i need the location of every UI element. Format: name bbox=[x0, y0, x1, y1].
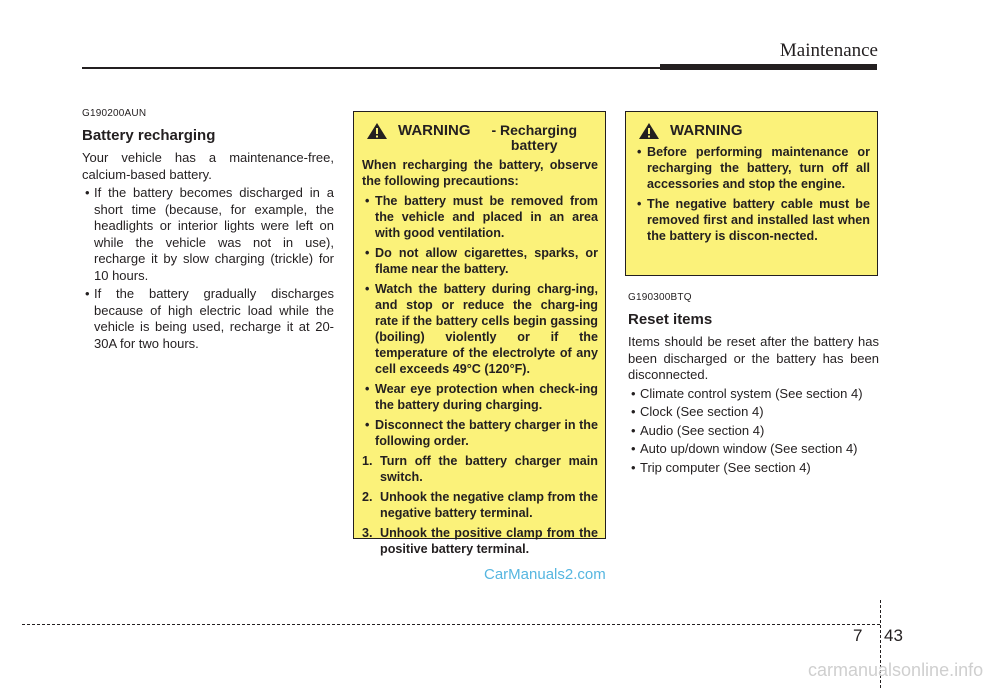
warning-intro: When recharging the battery, observe the following precautions: bbox=[362, 158, 598, 188]
step-number: 2. bbox=[362, 490, 373, 504]
warning-label: WARNING bbox=[670, 122, 743, 139]
warning-label: WARNING bbox=[398, 122, 471, 139]
step-text: Turn off the battery charger main switch. bbox=[380, 454, 598, 484]
section-code: G190300BTQ bbox=[628, 292, 692, 303]
warning-box-recharging bbox=[353, 111, 606, 556]
warning-subtitle: - Recharging battery bbox=[491, 122, 578, 153]
intro-paragraph: Your vehicle has a maintenance-free, calcium-based battery. bbox=[82, 150, 334, 182]
section-heading: Battery recharging bbox=[82, 127, 216, 144]
list-item: • Before performing maintenance or recharging the battery, turn off all accessories and stop the engine. bbox=[634, 144, 870, 192]
warning-triangle-icon bbox=[638, 122, 660, 140]
warning-bullet-list bbox=[634, 144, 870, 244]
section-code: G190200AUN bbox=[82, 108, 147, 119]
intro-paragraph: Items should be reset after the battery has been discharged or the battery has been disconnected. bbox=[628, 334, 879, 382]
battery-recharging-section bbox=[82, 108, 334, 352]
list-item: • Disconnect the battery charger in the following order. bbox=[362, 417, 598, 449]
step-number: 1. bbox=[362, 454, 373, 468]
list-item: • The battery must be removed from the vehicle and placed in an area with good ventilation. bbox=[362, 193, 598, 241]
list-item: • Clock (See section 4) bbox=[628, 404, 879, 421]
step-text: Unhook the negative clamp from the negative battery terminal. bbox=[380, 490, 598, 520]
list-item: • Climate control system (See section 4) bbox=[628, 386, 879, 403]
section-heading: Reset items bbox=[628, 311, 713, 328]
step-item bbox=[362, 489, 598, 521]
footer-rule bbox=[22, 624, 880, 625]
warning-box-maintenance bbox=[625, 111, 878, 276]
list-item: • Do not allow cigarettes, sparks, or flame near the battery. bbox=[362, 245, 598, 277]
list-item: • Watch the battery during charg-ing, and stop or reduce the charg-ing rate if the battery cells begin gassing (boiling) violently or if the temperature of the electrolyte of any cell exceeds 49°C (120°F). bbox=[362, 281, 598, 377]
step-item bbox=[362, 525, 598, 557]
warning-title bbox=[362, 122, 598, 153]
step-text: Unhook the positive clamp from the positive battery terminal. bbox=[380, 526, 598, 556]
bullet-list bbox=[628, 386, 879, 477]
list-item: • If the battery gradually discharges because of high electric load while the vehicle is being used, recharge it at 20-30A for two hours. bbox=[82, 286, 334, 352]
warning-bullet-list bbox=[362, 193, 598, 449]
bullet-list bbox=[82, 185, 334, 352]
page-number: 43 bbox=[884, 626, 903, 645]
reset-items-section bbox=[628, 292, 879, 476]
warning-triangle-icon bbox=[366, 122, 388, 140]
list-item: • The negative battery cable must be removed first and installed last when the battery is discon-nected. bbox=[634, 196, 870, 244]
warning-steps-list bbox=[362, 453, 598, 557]
list-item: • If the battery becomes discharged in a short time (because, for example, the headlights or interior lights were left on while the vehicle was not in use), recharge it by slow charging (trickle) for 10 hours. bbox=[82, 185, 334, 284]
list-item: • Trip computer (See section 4) bbox=[628, 460, 879, 477]
step-item bbox=[362, 453, 598, 485]
site-watermark: carmanualsonline.info bbox=[808, 660, 983, 680]
list-item: • Audio (See section 4) bbox=[628, 423, 879, 440]
step-number: 3. bbox=[362, 526, 373, 540]
watermark-link[interactable]: CarManuals2.com bbox=[484, 566, 606, 583]
section-title: Maintenance bbox=[779, 40, 878, 61]
chapter-number: 7 bbox=[853, 626, 863, 645]
warning-title bbox=[634, 122, 870, 140]
header-rule-accent bbox=[660, 64, 877, 70]
list-item: • Wear eye protection when check-ing the battery during charging. bbox=[362, 381, 598, 413]
list-item: • Auto up/down window (See section 4) bbox=[628, 441, 879, 458]
